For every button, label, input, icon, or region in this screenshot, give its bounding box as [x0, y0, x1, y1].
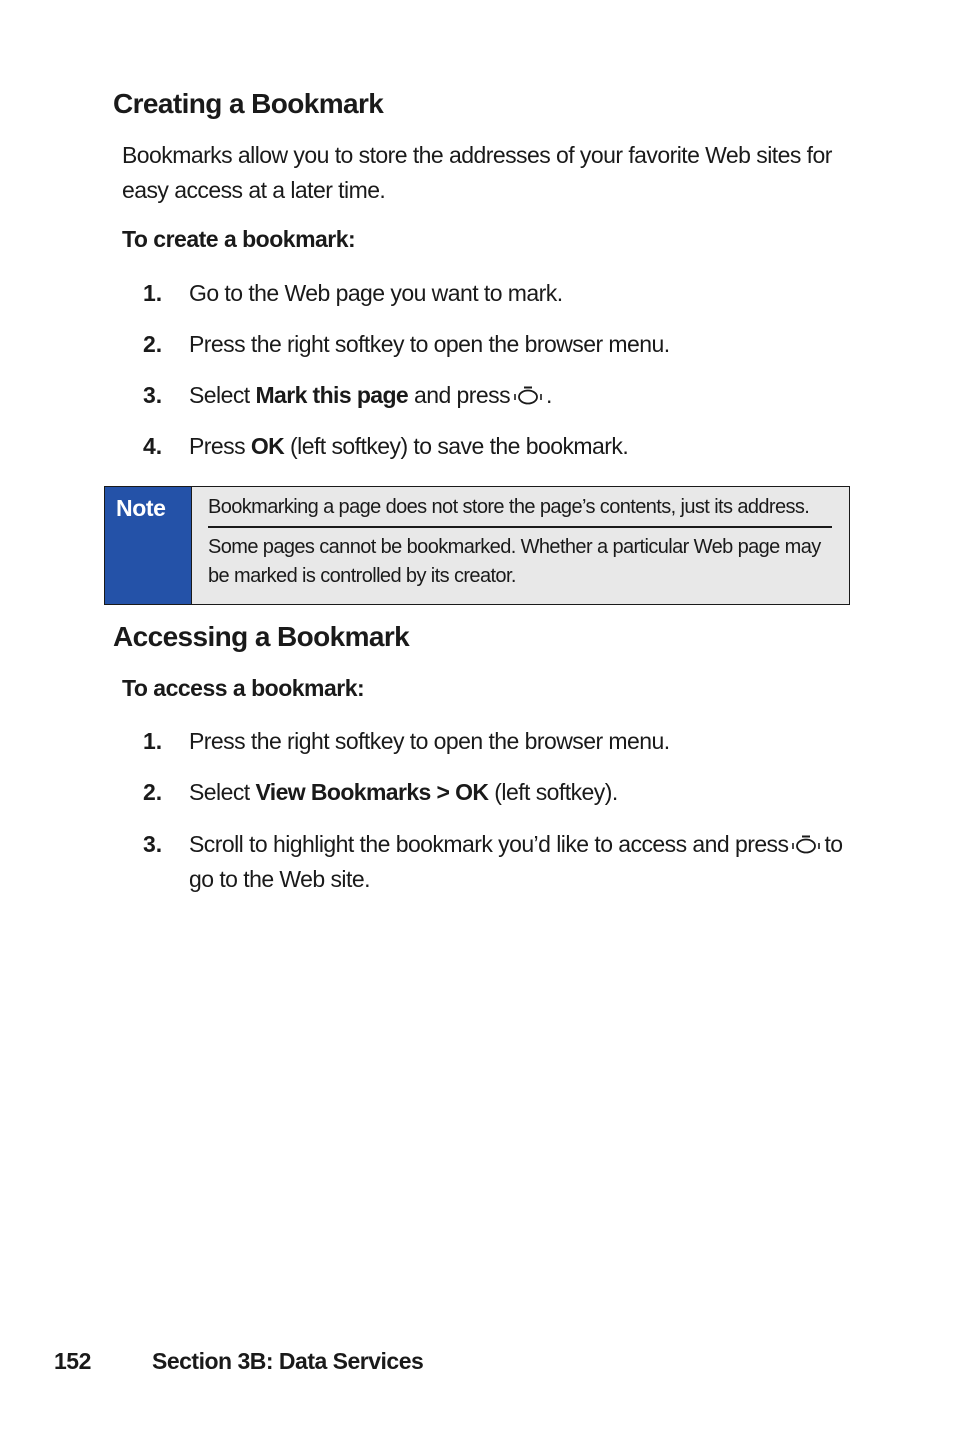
step-text-pre: Select: [189, 382, 256, 408]
step-text: [189, 775, 853, 810]
intro-paragraph: Bookmarks allow you to store the addresses of your favorite Web sites for easy access at a later time.: [122, 142, 832, 203]
step-number: 4.: [143, 433, 163, 459]
procedure-title-access: To access a bookmark:: [122, 675, 365, 701]
step-text: [189, 827, 853, 897]
menu-ok-key-icon: [513, 386, 543, 406]
step-text-post: to go to the Web site.: [189, 831, 843, 892]
step-text-bold: View Bookmarks > OK: [255, 779, 489, 805]
note-label-text: Note: [116, 495, 166, 521]
step-text-pre: Press: [189, 433, 251, 459]
step-text: Press the right softkey to open the browser menu.: [189, 331, 670, 357]
note-line-2: Some pages cannot be bookmarked. Whether a particular Web page may be marked is controlled by its creator.: [208, 536, 821, 587]
step-text: Press the right softkey to open the browser menu.: [189, 728, 670, 754]
step-text: [189, 378, 853, 413]
step-number: 2.: [143, 331, 163, 357]
step-text-post: (left softkey) to save the bookmark.: [284, 433, 629, 459]
note-divider: [208, 526, 832, 528]
step-text-pre: Scroll to highlight the bookmark you’d like to access and press: [189, 831, 789, 857]
step-number: 1.: [143, 280, 163, 306]
step-text-bold: OK: [250, 433, 285, 459]
step-number: 3.: [143, 382, 163, 408]
step-number: 1.: [143, 728, 163, 754]
step-text: Go to the Web page you want to mark.: [189, 280, 563, 306]
note-label: [105, 487, 192, 604]
step-text-pre: Select: [189, 779, 256, 805]
footer-section-title: Section 3B: Data Services: [152, 1348, 424, 1374]
section-heading-accessing: Accessing a Bookmark: [113, 621, 410, 652]
step-text-bold: Mark this page: [255, 382, 409, 408]
section-heading-creating: Creating a Bookmark: [113, 88, 384, 119]
note-line-1: Bookmarking a page does not store the page’s contents, just its address.: [208, 496, 810, 518]
step-number: 2.: [143, 779, 163, 805]
menu-ok-key-icon: [791, 835, 821, 855]
step-text-post: and press: [408, 382, 511, 408]
step-number: 3.: [143, 831, 163, 857]
procedure-title-create: To create a bookmark:: [122, 226, 356, 252]
page-number: 152: [54, 1348, 91, 1374]
note-box: [104, 486, 850, 605]
step-text: [189, 429, 853, 464]
step-text-post: (left softkey).: [488, 779, 618, 805]
step-text-end: .: [546, 382, 552, 408]
